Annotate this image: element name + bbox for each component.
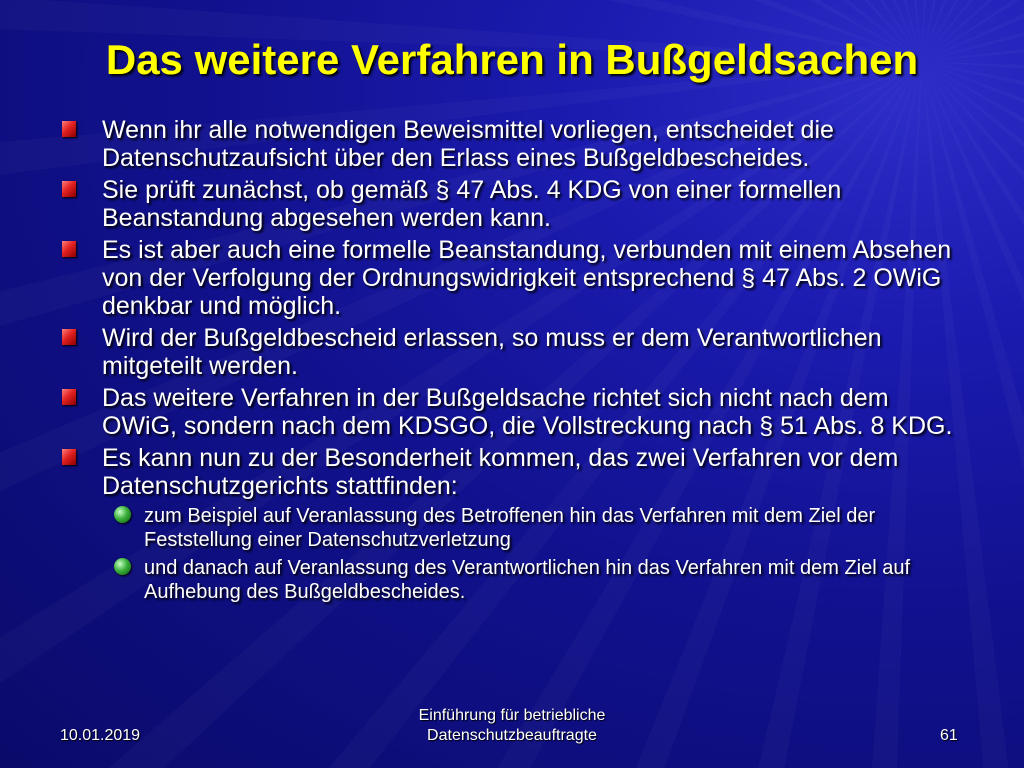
red-square-bullet-icon xyxy=(62,121,76,137)
green-sphere-bullet-icon xyxy=(114,558,131,575)
sub-bullet-text: und danach auf Veranlassung des Verantwortlichen hin das Verfahren mit dem Ziel auf Aufhebung des Bußgeldbescheides. xyxy=(144,557,911,603)
red-square-bullet-icon xyxy=(62,241,76,257)
footer-title-line-1: Einführung für betriebliche xyxy=(418,707,606,724)
red-square-bullet-icon xyxy=(62,181,76,197)
red-square-bullet-icon xyxy=(62,329,76,345)
sub-bullet-item-2 xyxy=(62,556,962,604)
slide-content xyxy=(62,116,962,608)
sub-bullet-item-1 xyxy=(62,504,962,552)
bullet-item-1 xyxy=(62,116,962,172)
red-square-bullet-icon xyxy=(62,389,76,405)
bullet-text: Wird der Bußgeldbescheid erlassen, so muss er dem Verantwortlichen mitgeteilt werden. xyxy=(102,324,882,380)
bullet-text: Das weitere Verfahren in der Bußgeldsache richtet sich nicht nach dem OWiG, sondern nach dem KDSGO, die Vollstreckung nach § 51 Abs. 8 KDG. xyxy=(102,384,953,440)
page-number: 61 xyxy=(940,727,958,744)
sub-bullet-text: zum Beispiel auf Veranlassung des Betroffenen hin das Verfahren mit dem Ziel der Feststellung einer Datenschutzverletzung xyxy=(144,505,876,551)
green-sphere-bullet-icon xyxy=(114,506,131,523)
bullet-text: Sie prüft zunächst, ob gemäß § 47 Abs. 4 KDG von einer formellen Beanstandung abgesehen werden kann. xyxy=(102,176,842,232)
red-square-bullet-icon xyxy=(62,449,76,465)
footer-date: 10.01.2019 xyxy=(60,727,141,744)
bullet-text: Es ist aber auch eine formelle Beanstandung, verbunden mit einem Absehen von der Verfolgung der Ordnungswidrigkeit entsprechend § 47 Abs. 2 OWiG denkbar und möglich. xyxy=(102,236,952,320)
bullet-text: Wenn ihr alle notwendigen Beweismittel vorliegen, entscheidet die Datenschutzaufsicht über den Erlass eines Bußgeldbescheides. xyxy=(102,116,834,172)
slide-title: Das weitere Verfahren in Bußgeldsachen xyxy=(105,36,919,83)
footer-title xyxy=(362,706,662,746)
bullet-item-2 xyxy=(62,176,962,232)
bullet-item-5 xyxy=(62,384,962,440)
bullet-text: Es kann nun zu der Besonderheit kommen, das zwei Verfahren vor dem Datenschutzgerichts stattfinden: xyxy=(102,444,899,500)
bullet-item-6 xyxy=(62,444,962,500)
bullet-item-4 xyxy=(62,324,962,380)
bullet-item-3 xyxy=(62,236,962,320)
footer-title-line-2: Datenschutzbeauftragte xyxy=(427,727,597,744)
